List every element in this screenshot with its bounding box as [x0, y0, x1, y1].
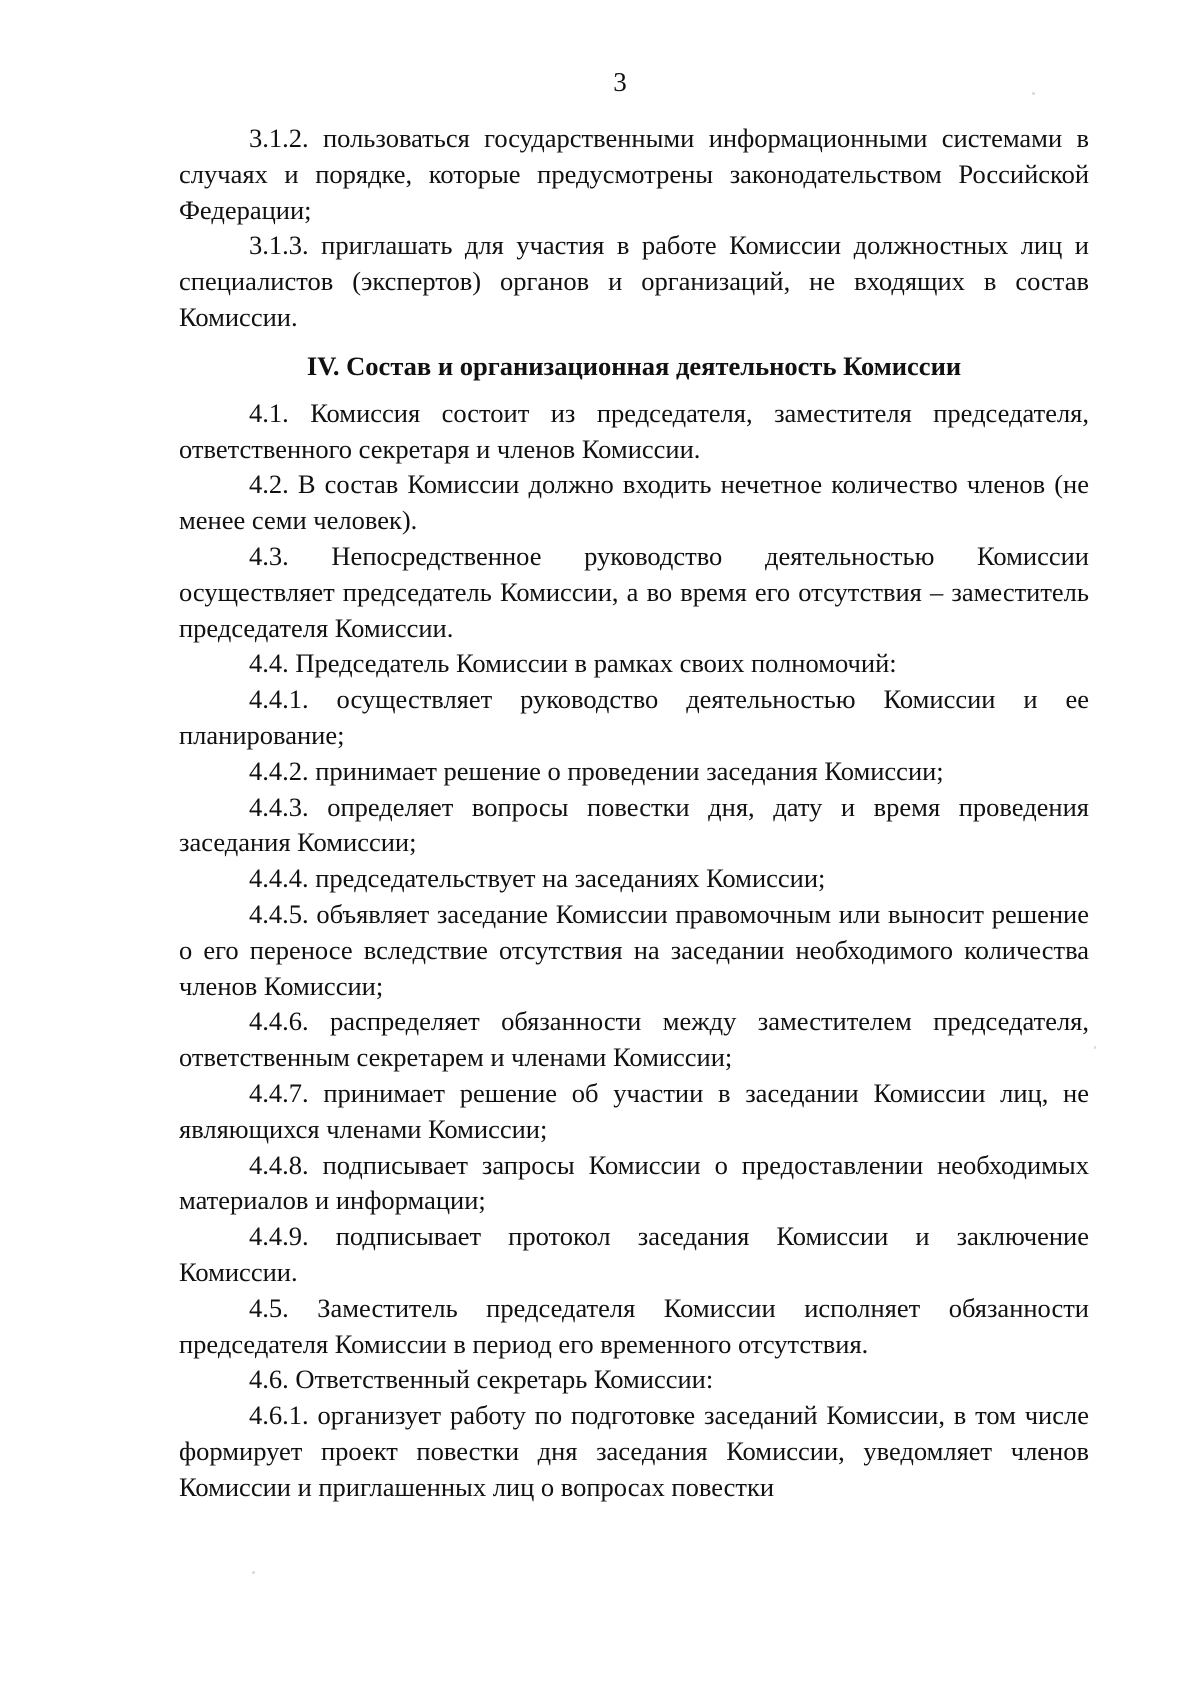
paragraph-4-4-4: 4.4.4. председательствует на заседаниях Комиссии; [249, 863, 826, 894]
paragraph-4-4: 4.4. Председатель Комиссии в рамках своих полномочий: [249, 648, 897, 679]
scan-speck [1094, 1046, 1096, 1049]
paragraph-4-5: 4.5. Заместитель председателя Комиссии исполняет обязанности председателя Комиссии в период его временного отсутствия. [179, 1292, 1089, 1359]
paragraph-4-4-6: 4.4.6. распределяет обязанности между заместителем председателя, ответственным секретарем и членами Комиссии; [179, 1006, 1089, 1073]
scan-speck [252, 1571, 255, 1574]
scan-speck [1032, 92, 1035, 95]
paragraph-4-6-1: 4.6.1. организует работу по подготовке заседаний Комиссии, в том числе формирует проект повестки дня заседания Комиссии, уведомляет членов Комиссии и приглашенных лиц о вопросах повестки [179, 1400, 1089, 1502]
paragraph-4-4-3: 4.4.3. определяет вопросы повестки дня, дату и время проведения заседания Комиссии; [179, 791, 1089, 858]
document-body [179, 121, 1089, 1505]
paragraph-4-4-7: 4.4.7. принимает решение об участии в заседании Комиссии лиц, не являющихся членами Комиссии; [179, 1077, 1089, 1144]
paragraph-4-6: 4.6. Ответственный секретарь Комиссии: [249, 1364, 714, 1395]
paragraph-4-1: 4.1. Комиссия состоит из председателя, заместителя председателя, ответственного секретаря и членов Комиссии. [179, 397, 1089, 464]
paragraph-4-4-2: 4.4.2. принимает решение о проведении заседания Комиссии; [249, 755, 944, 786]
paragraph-3-1-3: 3.1.3. приглашать для участия в работе Комиссии должностных лиц и специалистов (экспертов) органов и организаций, не входящих в состав Комиссии. [179, 230, 1089, 332]
paragraph-4-4-1: 4.4.1. осуществляет руководство деятельностью Комиссии и ее планирование; [179, 684, 1089, 750]
paragraph-4-3: 4.3. Непосредственное руководство деятельностью Комиссии осуществляет председатель Комиссии, а во время его отсутствия – заместитель председателя Комиссии. [179, 540, 1089, 643]
paragraph-4-4-8: 4.4.8. подписывает запросы Комиссии о предоставлении необходимых материалов и информации; [179, 1149, 1089, 1216]
paragraph-4-4-5: 4.4.5. объявляет заседание Комиссии правомочным или выносит решение о его переносе вследствие отсутствия на заседании необходимого количества членов Комиссии; [179, 898, 1089, 1001]
paragraph-4-4-9: 4.4.9. подписывает протокол заседания Комиссии и заключение Комиссии. [179, 1221, 1089, 1287]
page-number: 3 [613, 67, 627, 97]
paragraph-4-2: 4.2. В состав Комиссии должно входить нечетное количество членов (не менее семи человек). [179, 469, 1089, 536]
paragraph-3-1-2: 3.1.2. пользоваться государственными информационными системами в случаях и порядке, которые предусмотрены законодательством Российской Федерации; [179, 123, 1089, 225]
section-heading: IV. Состав и организационная деятельность Комиссии [306, 350, 962, 381]
